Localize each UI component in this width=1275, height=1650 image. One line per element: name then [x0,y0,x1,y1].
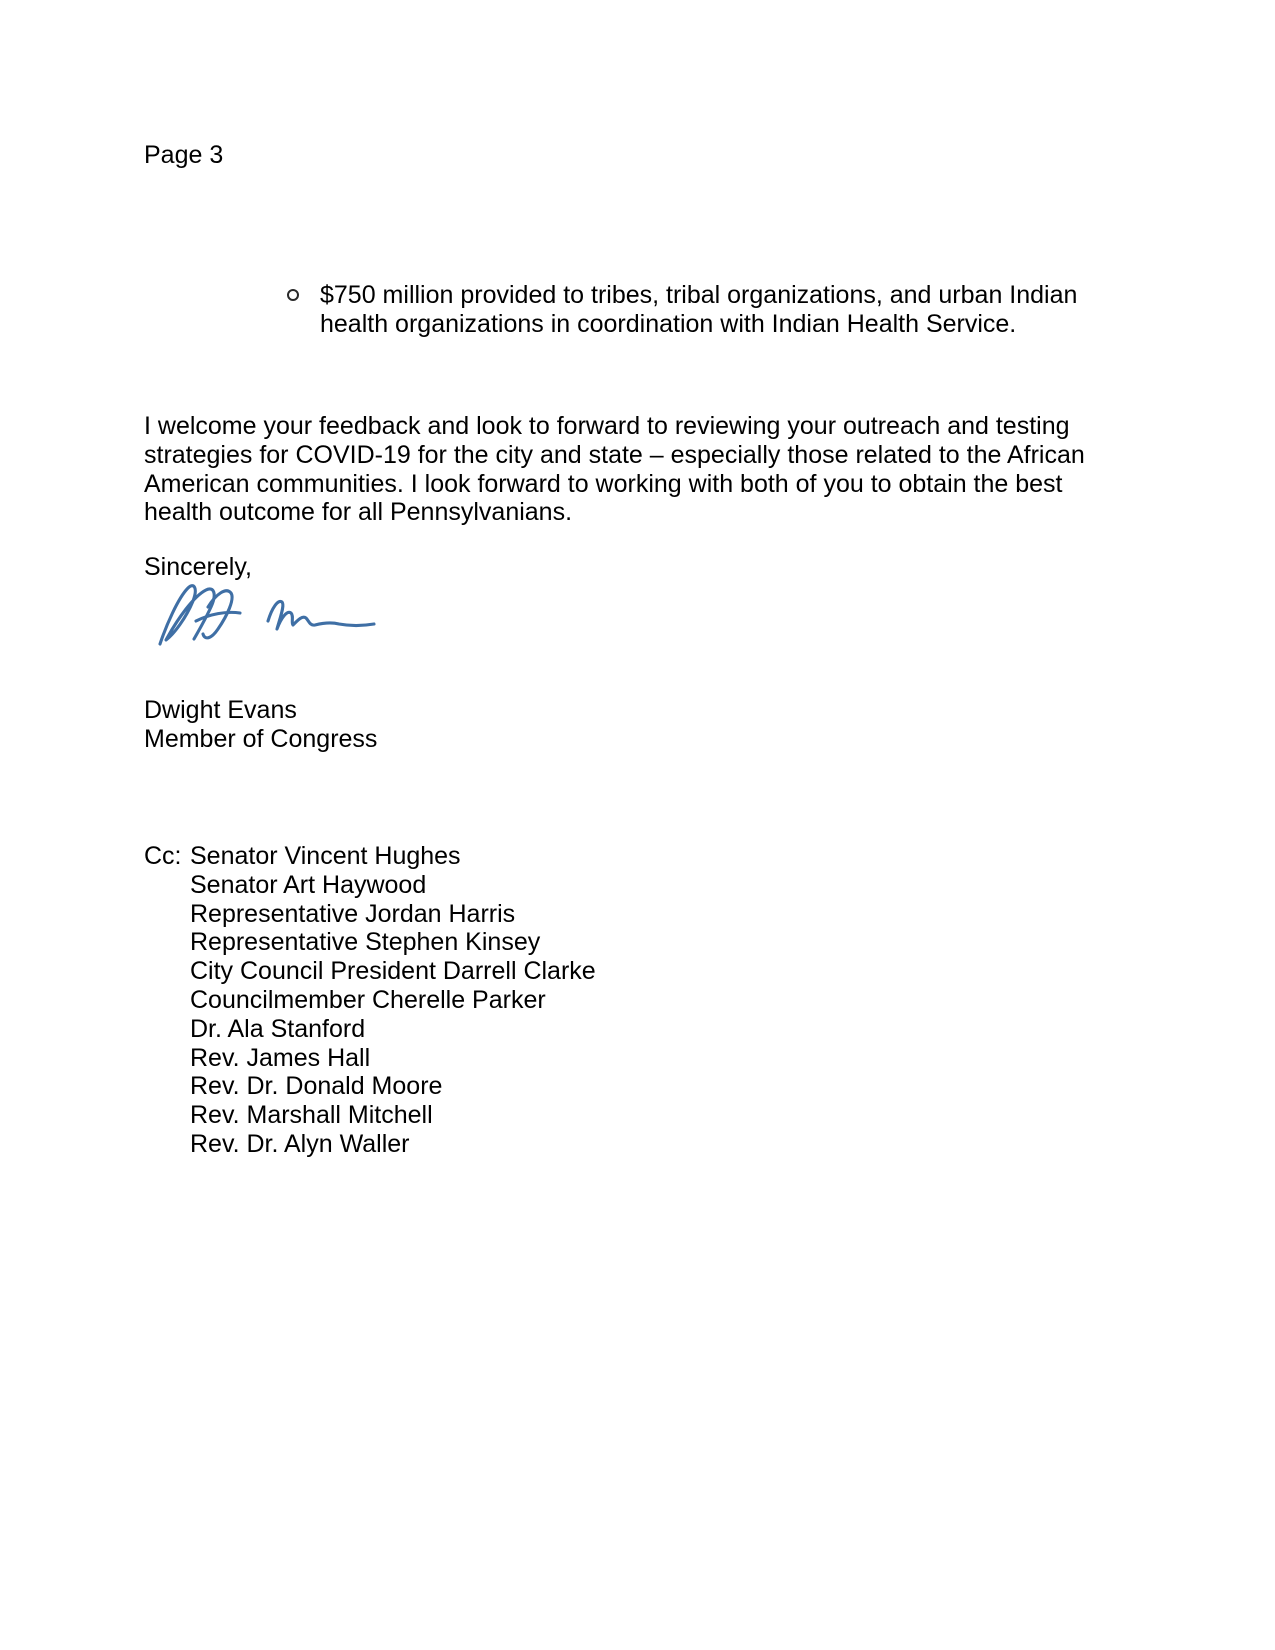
body-paragraph [144,412,1085,527]
page-number: Page 3 [144,141,224,169]
cc-entry: Representative Jordan Harris [190,899,516,928]
cc-list [144,842,596,1159]
cc-entry: Councilmember Cherelle Parker [190,985,546,1014]
paragraph-line: I welcome your feedback and look to forward to reviewing your outreach and testing [144,412,1070,440]
cc-entry: Representative Stephen Kinsey [190,928,541,957]
paragraph-line: health outcome for all Pennsylvanians. [144,498,573,527]
cc-entry: Rev. Marshall Mitchell [190,1101,433,1130]
closing-salutation: Sincerely, [144,553,252,581]
cc-entry: City Council President Darrell Clarke [190,957,596,986]
cc-label: Cc: [144,842,182,870]
cc-entry: Senator Vincent Hughes [190,842,461,870]
paragraph-line: American communities. I look forward to working with both of you to obtain the best [144,469,1063,498]
cc-entry: Senator Art Haywood [190,870,427,899]
bullet-list-item [287,281,1077,339]
cc-entry: Rev. Dr. Donald Moore [190,1072,443,1101]
cc-entry: Rev. James Hall [190,1043,371,1072]
bullet-text-line: $750 million provided to tribes, tribal organizations, and urban Indian [320,281,1078,309]
cc-row [144,842,596,871]
signer-name: Dwight Evans [144,696,297,724]
cc-entry: Rev. Dr. Alyn Waller [190,1129,410,1158]
signer-title: Member of Congress [144,725,378,753]
cc-entry: Dr. Ala Stanford [190,1014,366,1043]
paragraph-line: strategies for COVID-19 for the city and state – especially those related to the African [144,440,1085,469]
bullet-text-line: health organizations in coordination with Indian Health Service. [320,309,1017,338]
handwritten-signature [150,576,385,661]
hollow-circle-bullet-icon [287,289,299,301]
bullet-text [320,281,1077,339]
